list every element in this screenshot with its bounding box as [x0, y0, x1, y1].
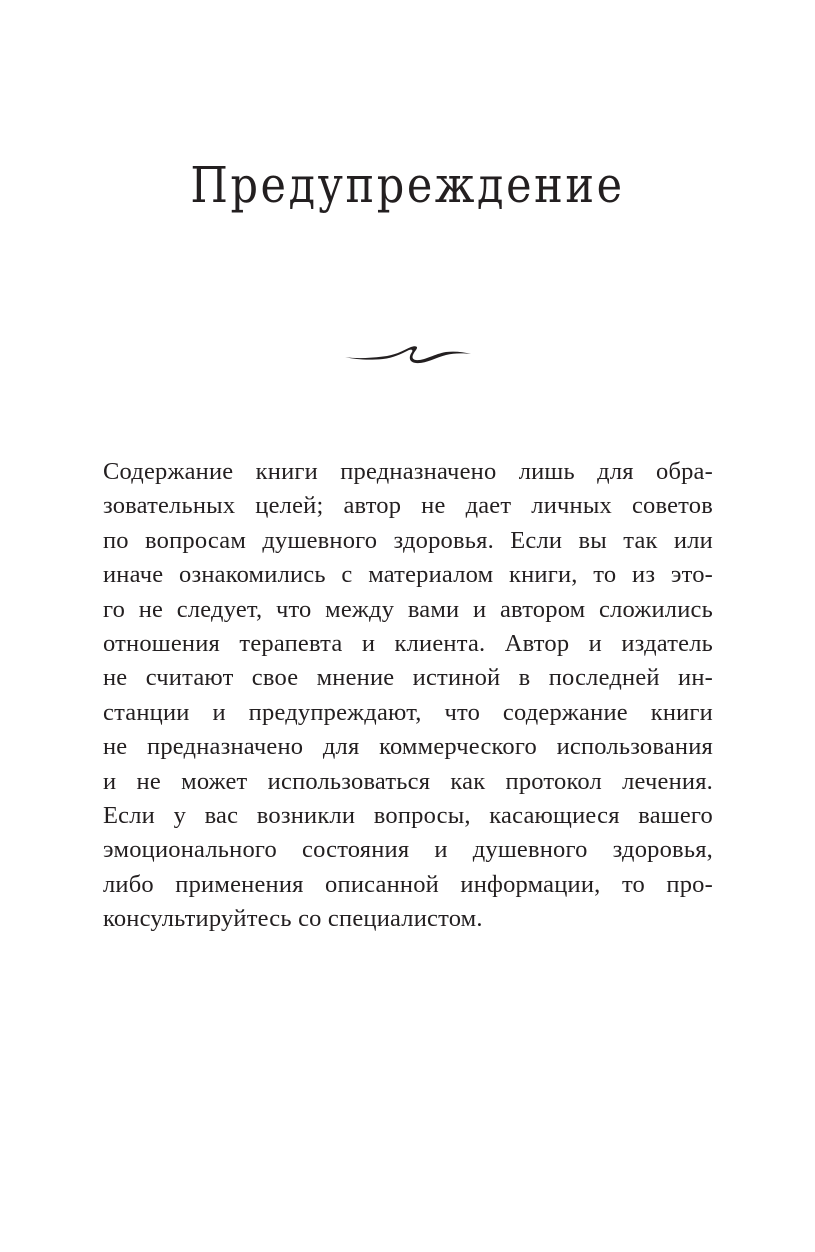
paragraph-line: эмоционального состояния и душевного здоровья, [103, 836, 713, 864]
paragraph-line: Если у вас возникли вопросы, касающиеся вашего [103, 801, 713, 829]
paragraph-line: по вопросам душевного здоровья. Если вы так или [103, 526, 713, 554]
swash-ornament-icon [343, 336, 473, 370]
paragraph-line: и не может использоваться как протокол лечения. [103, 767, 713, 795]
paragraph-line: иначе ознакомились с материалом книги, то из это- [103, 561, 713, 589]
paragraph-line: не считают свое мнение истиной в последней ин- [103, 664, 713, 692]
paragraph-line: отношения терапевта и клиента. Автор и издатель [103, 629, 713, 657]
paragraph-line: не предназначено для коммерческого использования [103, 733, 713, 761]
paragraph-line: консультируйтесь со специалистом. [103, 905, 483, 933]
warning-paragraph [103, 455, 713, 936]
paragraph-line: зовательных целей; автор не дает личных советов [103, 492, 713, 520]
paragraph-line: Содержание книги предназначено лишь для обра- [103, 458, 713, 485]
paragraph-line: го не следует, что между вами и автором сложились [103, 595, 713, 623]
paragraph-line: либо применения описанной информации, то про- [103, 870, 713, 898]
paragraph-line: станции и предупреждают, что содержание книги [103, 698, 713, 726]
page-title: Предупреждение [190, 156, 625, 214]
